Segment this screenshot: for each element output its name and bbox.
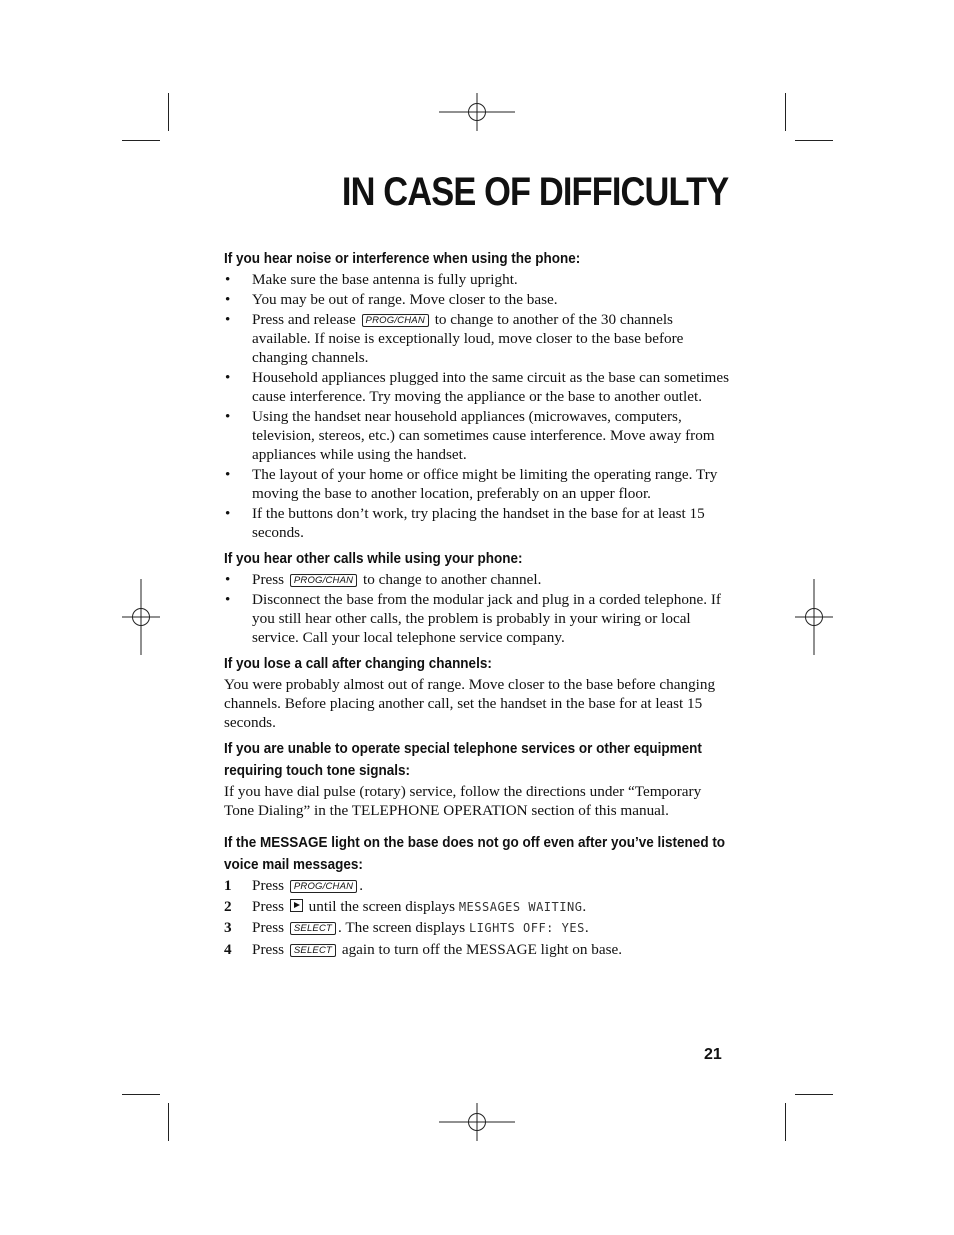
list-item: • Disconnect the base from the modular jack and plug in a corded telephone. If you still hear other calls, the problem is probably in your wiring or local service. Call your local telephone service company. <box>224 590 730 647</box>
crop-mark <box>122 1094 160 1095</box>
select-key: SELECT <box>290 944 336 957</box>
crop-registration-icon <box>439 93 515 131</box>
list-item <box>224 918 730 938</box>
crop-mark <box>168 1103 169 1141</box>
page-title: IN CASE OF DIFFICULTY <box>341 170 728 214</box>
section-special-services <box>224 738 730 820</box>
crop-registration-icon <box>439 1103 515 1141</box>
troubleshooting-content <box>224 248 730 965</box>
list-item <box>224 310 730 367</box>
crop-mark <box>795 140 833 141</box>
item-text: Press <box>252 877 285 894</box>
item-text: Press <box>252 897 285 915</box>
item-text: until the screen displays <box>308 897 456 915</box>
lcd-display-text: MESSAGES WAITING <box>458 899 583 914</box>
step-number: 4 <box>224 940 232 958</box>
section-heading: If the MESSAGE light on the base does not go off even after you’ve listened to voice mail messages: <box>224 834 726 873</box>
list-item: • Using the handset near household appliances (microwaves, computers, television, stereos, etc.) can sometimes cause interference. Move away from appliances while using the handset. <box>224 407 730 464</box>
section-heading: If you hear other calls while using your phone: <box>224 550 523 567</box>
crop-registration-icon <box>122 579 160 655</box>
crop-mark <box>785 93 786 131</box>
step-number: 3 <box>224 919 232 936</box>
section-text: You were probably almost out of range. Move closer to the base before changing channels. Before placing another call, set the handset in the base for at least 15 seconds. <box>224 676 716 731</box>
bullet-list <box>224 570 730 647</box>
crop-mark <box>785 1103 786 1141</box>
item-text: . <box>582 897 587 915</box>
crop-mark <box>122 140 160 141</box>
item-text: . The screen displays <box>338 919 466 936</box>
section-other-calls <box>224 548 730 647</box>
item-text: again to turn off the MESSAGE light on base. <box>341 940 623 958</box>
item-text: to change to another of the 30 channels available. If noise is exceptionally loud, move closer to the base before changing channels. <box>252 311 684 366</box>
bullet-list <box>224 270 730 542</box>
lcd-display-text: LIGHTS OFF: YES <box>468 921 585 935</box>
item-text: . <box>584 919 589 936</box>
list-item <box>224 570 730 589</box>
item-text: Press <box>252 940 285 958</box>
list-item <box>224 940 730 959</box>
page-number: 21 <box>704 1046 722 1063</box>
prog-chan-key: PROG/CHAN <box>362 314 429 327</box>
item-text: Press <box>252 919 285 936</box>
step-number: 1 <box>224 877 232 894</box>
section-noise <box>224 248 730 542</box>
list-item: • If the buttons don’t work, try placing the handset in the base for at least 15 seconds. <box>224 504 730 542</box>
item-text: . <box>359 877 364 894</box>
item-text: Press and release <box>252 311 356 328</box>
section-heading: If you hear noise or interference when using the phone: <box>224 250 581 267</box>
list-item: • Make sure the base antenna is fully upright. <box>224 270 730 289</box>
step-number: 2 <box>224 897 232 915</box>
section-text: If you have dial pulse (rotary) service, follow the directions under “Temporary Tone Dialing” in the TELEPHONE OPERATION section of this manual. <box>224 783 702 819</box>
crop-registration-icon <box>795 579 833 655</box>
list-item: • You may be out of range. Move closer to the base. <box>224 290 730 309</box>
list-item: • Household appliances plugged into the same circuit as the base can sometimes cause interference. Try moving the appliance or the base to another outlet. <box>224 368 730 406</box>
prog-chan-key: PROG/CHAN <box>290 880 357 893</box>
step-list <box>224 876 730 959</box>
play-arrow-icon <box>290 899 303 912</box>
section-message-light <box>224 832 730 959</box>
item-text: to change to another channel. <box>363 571 542 588</box>
list-item <box>224 897 730 917</box>
item-text: Press <box>252 571 285 588</box>
list-item: • The layout of your home or office might be limiting the operating range. Try moving the base to another location, preferably on an upper floor. <box>224 465 730 503</box>
section-lose-call <box>224 653 730 732</box>
list-item <box>224 876 730 895</box>
prog-chan-key: PROG/CHAN <box>290 574 357 587</box>
section-heading: If you lose a call after changing channels: <box>224 655 492 672</box>
crop-mark <box>795 1094 833 1095</box>
section-heading: If you are unable to operate special telephone services or other equipment requiring touch tone signals: <box>224 740 702 779</box>
select-key: SELECT <box>290 922 336 935</box>
crop-mark <box>168 93 169 131</box>
